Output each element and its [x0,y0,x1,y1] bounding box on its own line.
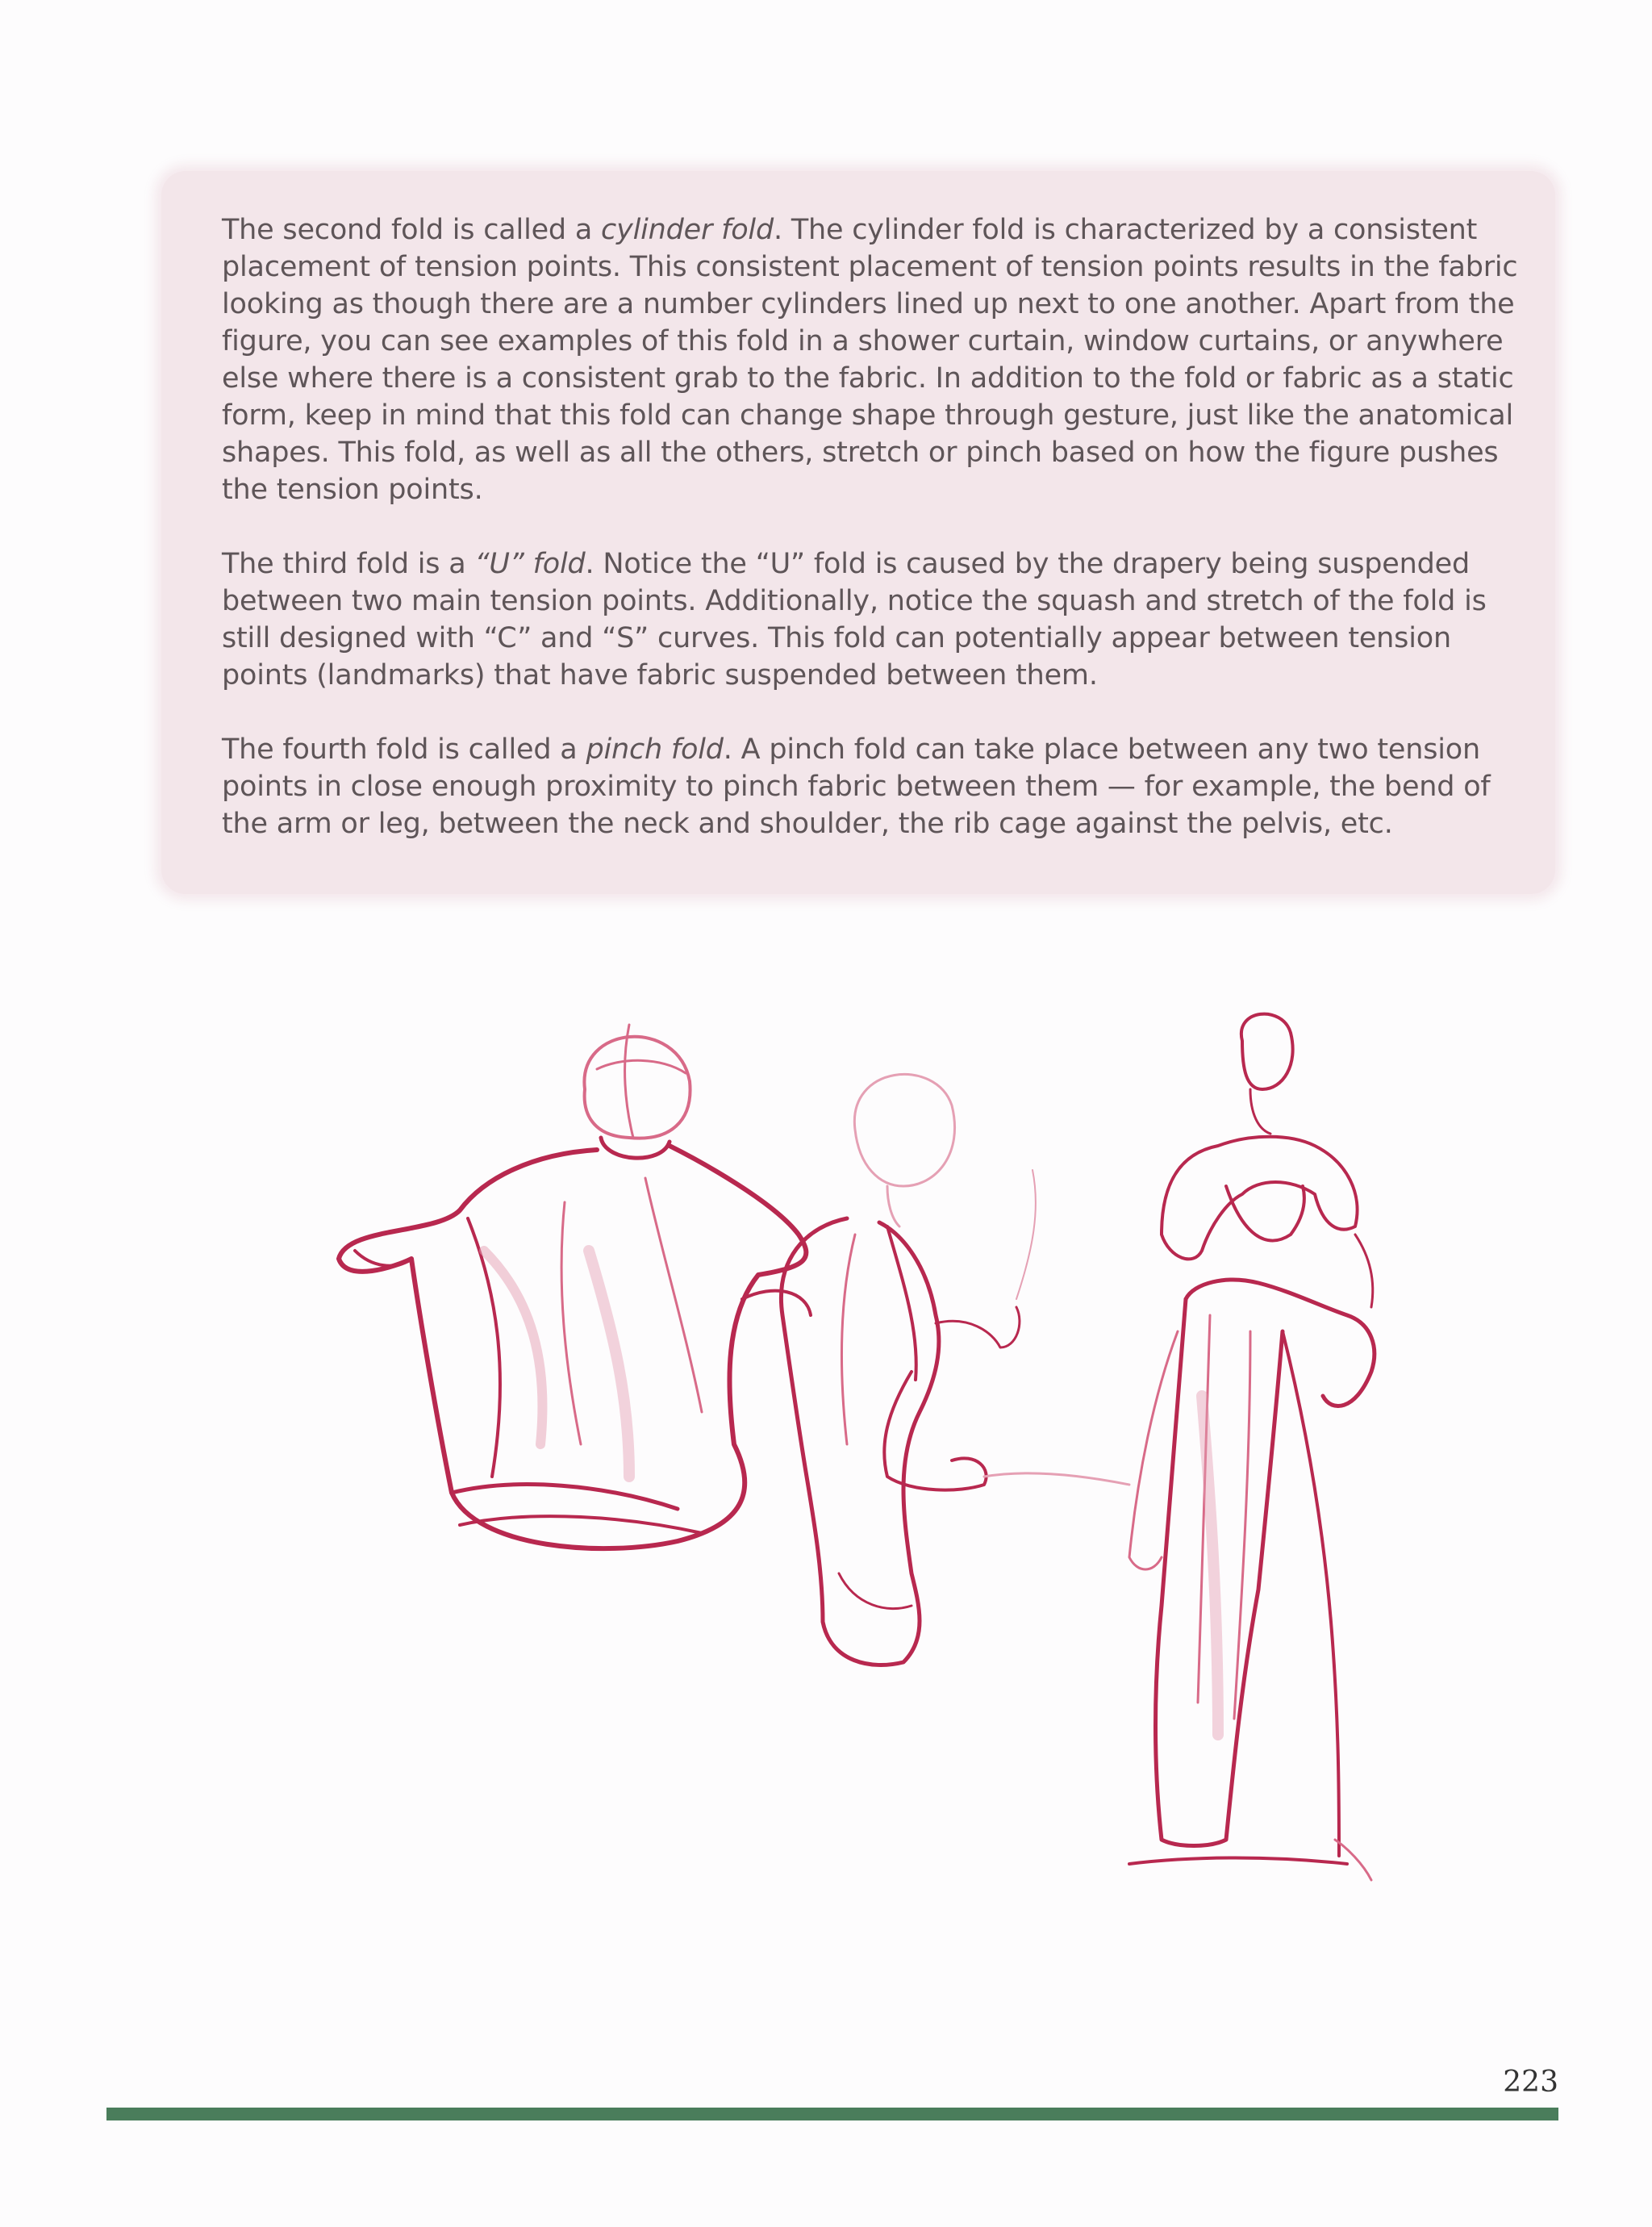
body-text [222,211,1521,842]
text-panel [161,171,1555,894]
term-u-fold: “U” fold [474,548,586,580]
term-pinch-fold: pinch fold [586,733,724,766]
paragraph-pinch-fold: The fourth fold is called a pinch fold. A pinch fold can take place between any two tension points in close enough proximity to pinch fabric between them — for example, the bend of the arm or leg, between the neck and shoulder, the rib cage against the pelvis, etc. [222,733,1491,840]
page-number: 223 [1503,2066,1558,2099]
sketch-figure-back-view [339,1025,811,1548]
sketch-figure-kneeling [781,1074,1129,1665]
paragraph-u-fold: The third fold is a “U” fold. Notice the “U” fold is caused by the drapery being suspended between two main tension points. Additionally, notice the squash and stretch of the fold is still designed with “C” and “S” curves. This fold can potentially appear between tension points (landmarks) that have fabric suspended between them. [222,548,1487,691]
paragraph-cylinder-fold: The second fold is called a cylinder fold. The cylinder fold is characterized by a consistent placement of tension points. This consistent placement of tension points results in the fabric looking as though there are a number cylinders lined up next to one another. Apart from the figure, you can see examples of this fold in a shower curtain, window curtains, or anywhere else where there is a consistent grab to the fabric. In addition to the fold or fabric as a static form, keep in mind that this fold can change shape through gesture, just like the anatomical shapes. This fold, as well as all the others, stretch or pinch based on how the figure pushes the tension points. [222,214,1518,506]
term-cylinder-fold: cylinder fold [601,214,774,246]
sketch-figure-standing-drapery [1129,1014,1375,1880]
footer-rule [106,2108,1558,2120]
figure-sketches-illustration [323,992,1436,1977]
